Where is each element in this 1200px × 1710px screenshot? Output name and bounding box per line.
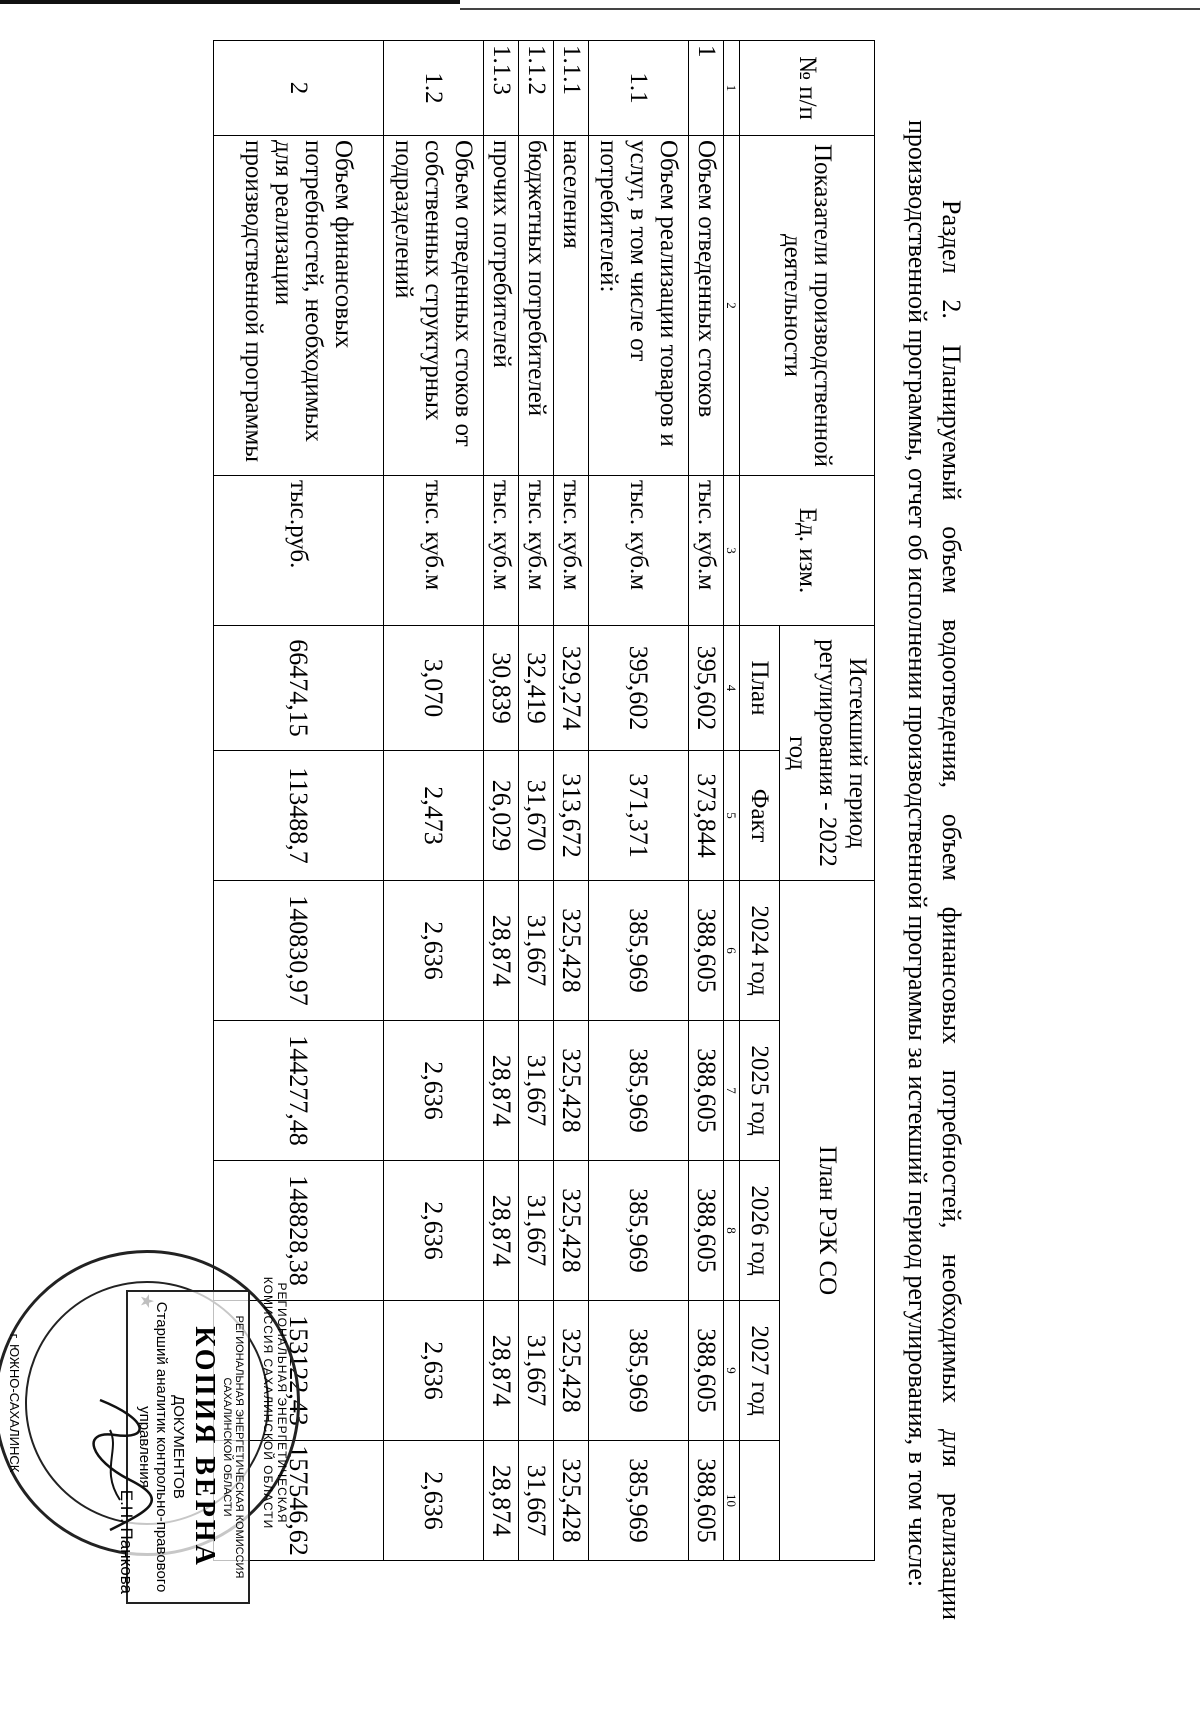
row-label: Объем финансовых потребностей, необходимых для реализации производственной программы	[214, 136, 384, 476]
cell-fact: 2,473	[384, 751, 484, 881]
row-label: Объем отведенных стоков	[689, 136, 724, 476]
row-num: 1.1	[589, 41, 689, 136]
cell-2026: 2,636	[384, 1161, 484, 1301]
row-num: 1.1.1	[554, 41, 589, 136]
col-index: 3	[724, 476, 740, 626]
cell-plan: 66474,15	[214, 626, 384, 751]
cell-2024: 31,667	[519, 881, 554, 1021]
cell-2025: 28,874	[484, 1021, 519, 1161]
header-2024: 2024 год	[740, 881, 780, 1021]
cell-2025: 2,636	[384, 1021, 484, 1161]
row-label: Объем отведенных стоков от собственных структурных подразделений	[384, 136, 484, 476]
col-index: 2	[724, 136, 740, 476]
row-label: населения	[554, 136, 589, 476]
row-unit: тыс. куб.м	[484, 476, 519, 626]
row-label: Объем реализации товаров и услуг, в том числе от потребителей:	[589, 136, 689, 476]
stamp-subtitle: ДОКУМЕНТОВ	[170, 1395, 187, 1499]
col-index: 4	[724, 626, 740, 751]
cell-2026: 31,667	[519, 1161, 554, 1301]
header-indicator: Показатели производственной деятельности	[740, 136, 875, 476]
cell-fact: 373,844	[689, 751, 724, 881]
row-unit: тыс.руб.	[214, 476, 384, 626]
header-unit: Ед. изм.	[740, 476, 875, 626]
cell-extra: 325,428	[554, 1441, 589, 1561]
cell-2027: 31,667	[519, 1301, 554, 1441]
cell-2026: 325,428	[554, 1161, 589, 1301]
cell-2024: 2,636	[384, 881, 484, 1021]
row-num: 2	[214, 41, 384, 136]
cell-2025: 325,428	[554, 1021, 589, 1161]
header-plan-rek: План РЭК СО	[780, 881, 875, 1561]
cell-plan: 3,070	[384, 626, 484, 751]
cell-2025: 388,605	[689, 1021, 724, 1161]
header-num: № п/п	[740, 41, 875, 136]
row-label: прочих потребителей	[484, 136, 519, 476]
row-num: 1	[689, 41, 724, 136]
cell-2026: 385,969	[589, 1161, 689, 1301]
col-index: 5	[724, 751, 740, 881]
stamp-position: Старший аналитик контрольно-правового управления	[136, 1301, 170, 1593]
row-num: 1.1.2	[519, 41, 554, 136]
cell-2024: 325,428	[554, 881, 589, 1021]
stamp-org: РЕГИОНАЛЬНАЯ ЭНЕРГЕТИЧЕСКАЯ КОМИССИЯ САХАЛИНСКОЙ ОБЛАСТИ	[221, 1315, 245, 1579]
col-index: 7	[724, 1021, 740, 1161]
table-row	[519, 41, 554, 1561]
cell-plan: 30,839	[484, 626, 519, 751]
col-index: 1	[724, 41, 740, 136]
cell-2026: 28,874	[484, 1161, 519, 1301]
cell-extra: 157546,62	[214, 1441, 384, 1561]
row-unit: тыс. куб.м	[554, 476, 589, 626]
row-unit: тыс. куб.м	[519, 476, 554, 626]
cell-2025: 144277,48	[214, 1021, 384, 1161]
row-label: бюджетных потребителей	[519, 136, 554, 476]
cell-fact: 113488,7	[214, 751, 384, 881]
cell-2027: 385,969	[589, 1301, 689, 1441]
header-2025: 2025 год	[740, 1021, 780, 1161]
cell-plan: 395,602	[589, 626, 689, 751]
row-unit: тыс. куб.м	[689, 476, 724, 626]
round-seal-top-text: РЕГИОНАЛЬНАЯ ЭНЕРГЕТИЧЕСКАЯ КОМИССИЯ САХАЛИНСКОЙ ОБЛАСТИ	[261, 1276, 289, 1530]
table-row	[384, 41, 484, 1561]
header-blank	[740, 1441, 780, 1561]
header-past-period: Истекший период регулирования - 2022 год	[780, 626, 875, 881]
cell-2027: 28,874	[484, 1301, 519, 1441]
cell-fact: 371,371	[589, 751, 689, 881]
header-plan: План	[740, 626, 780, 751]
cell-2026: 388,605	[689, 1161, 724, 1301]
cell-extra: 388,605	[689, 1441, 724, 1561]
cell-2024: 140830,97	[214, 881, 384, 1021]
table-row	[589, 41, 689, 1561]
header-2027: 2027 год	[740, 1301, 780, 1441]
col-index: 6	[724, 881, 740, 1021]
round-seal-bottom-text: г. ЮЖНО-САХАЛИНСК	[7, 1333, 22, 1473]
cell-2024: 385,969	[589, 881, 689, 1021]
row-unit: тыс. куб.м	[589, 476, 689, 626]
row-unit: тыс. куб.м	[384, 476, 484, 626]
cell-2026: 148828,38	[214, 1161, 384, 1301]
header-fact: Факт	[740, 751, 780, 881]
cell-2025: 385,969	[589, 1021, 689, 1161]
cell-2025: 31,667	[519, 1021, 554, 1161]
col-index: 9	[724, 1301, 740, 1441]
header-2026: 2026 год	[740, 1161, 780, 1301]
section-title: Раздел 2. Планируемый объем водоотведения, объем финансовых потребностей, необходимых для реализации производственной программы, отчет об исполнении производственной программы за истекший период регулирования, в том числе:	[903, 120, 966, 1620]
cell-plan: 32,419	[519, 626, 554, 751]
cell-extra: 2,636	[384, 1441, 484, 1561]
cell-2024: 28,874	[484, 881, 519, 1021]
table-row	[689, 41, 724, 1561]
cell-extra: 28,874	[484, 1441, 519, 1561]
cell-2024: 388,605	[689, 881, 724, 1021]
stamp-title: КОПИЯ ВЕРНА	[189, 1326, 220, 1568]
cell-fact: 31,670	[519, 751, 554, 881]
cell-2027: 153122,43	[214, 1301, 384, 1441]
table-row	[484, 41, 519, 1561]
row-num: 1.1.3	[484, 41, 519, 136]
table-row	[554, 41, 589, 1561]
row-num: 1.2	[384, 41, 484, 136]
cell-plan: 395,602	[689, 626, 724, 751]
cell-extra: 385,969	[589, 1441, 689, 1561]
cell-2027: 325,428	[554, 1301, 589, 1441]
col-index: 10	[724, 1441, 740, 1561]
cell-fact: 313,672	[554, 751, 589, 881]
cell-fact: 26,029	[484, 751, 519, 881]
col-index: 8	[724, 1161, 740, 1301]
cell-plan: 329,274	[554, 626, 589, 751]
cell-extra: 31,667	[519, 1441, 554, 1561]
signature-icon	[80, 1390, 160, 1550]
stamp-name: Е.Н. Панкова	[117, 1489, 136, 1594]
production-program-table	[213, 40, 875, 1561]
cell-2027: 2,636	[384, 1301, 484, 1441]
cell-2027: 388,605	[689, 1301, 724, 1441]
